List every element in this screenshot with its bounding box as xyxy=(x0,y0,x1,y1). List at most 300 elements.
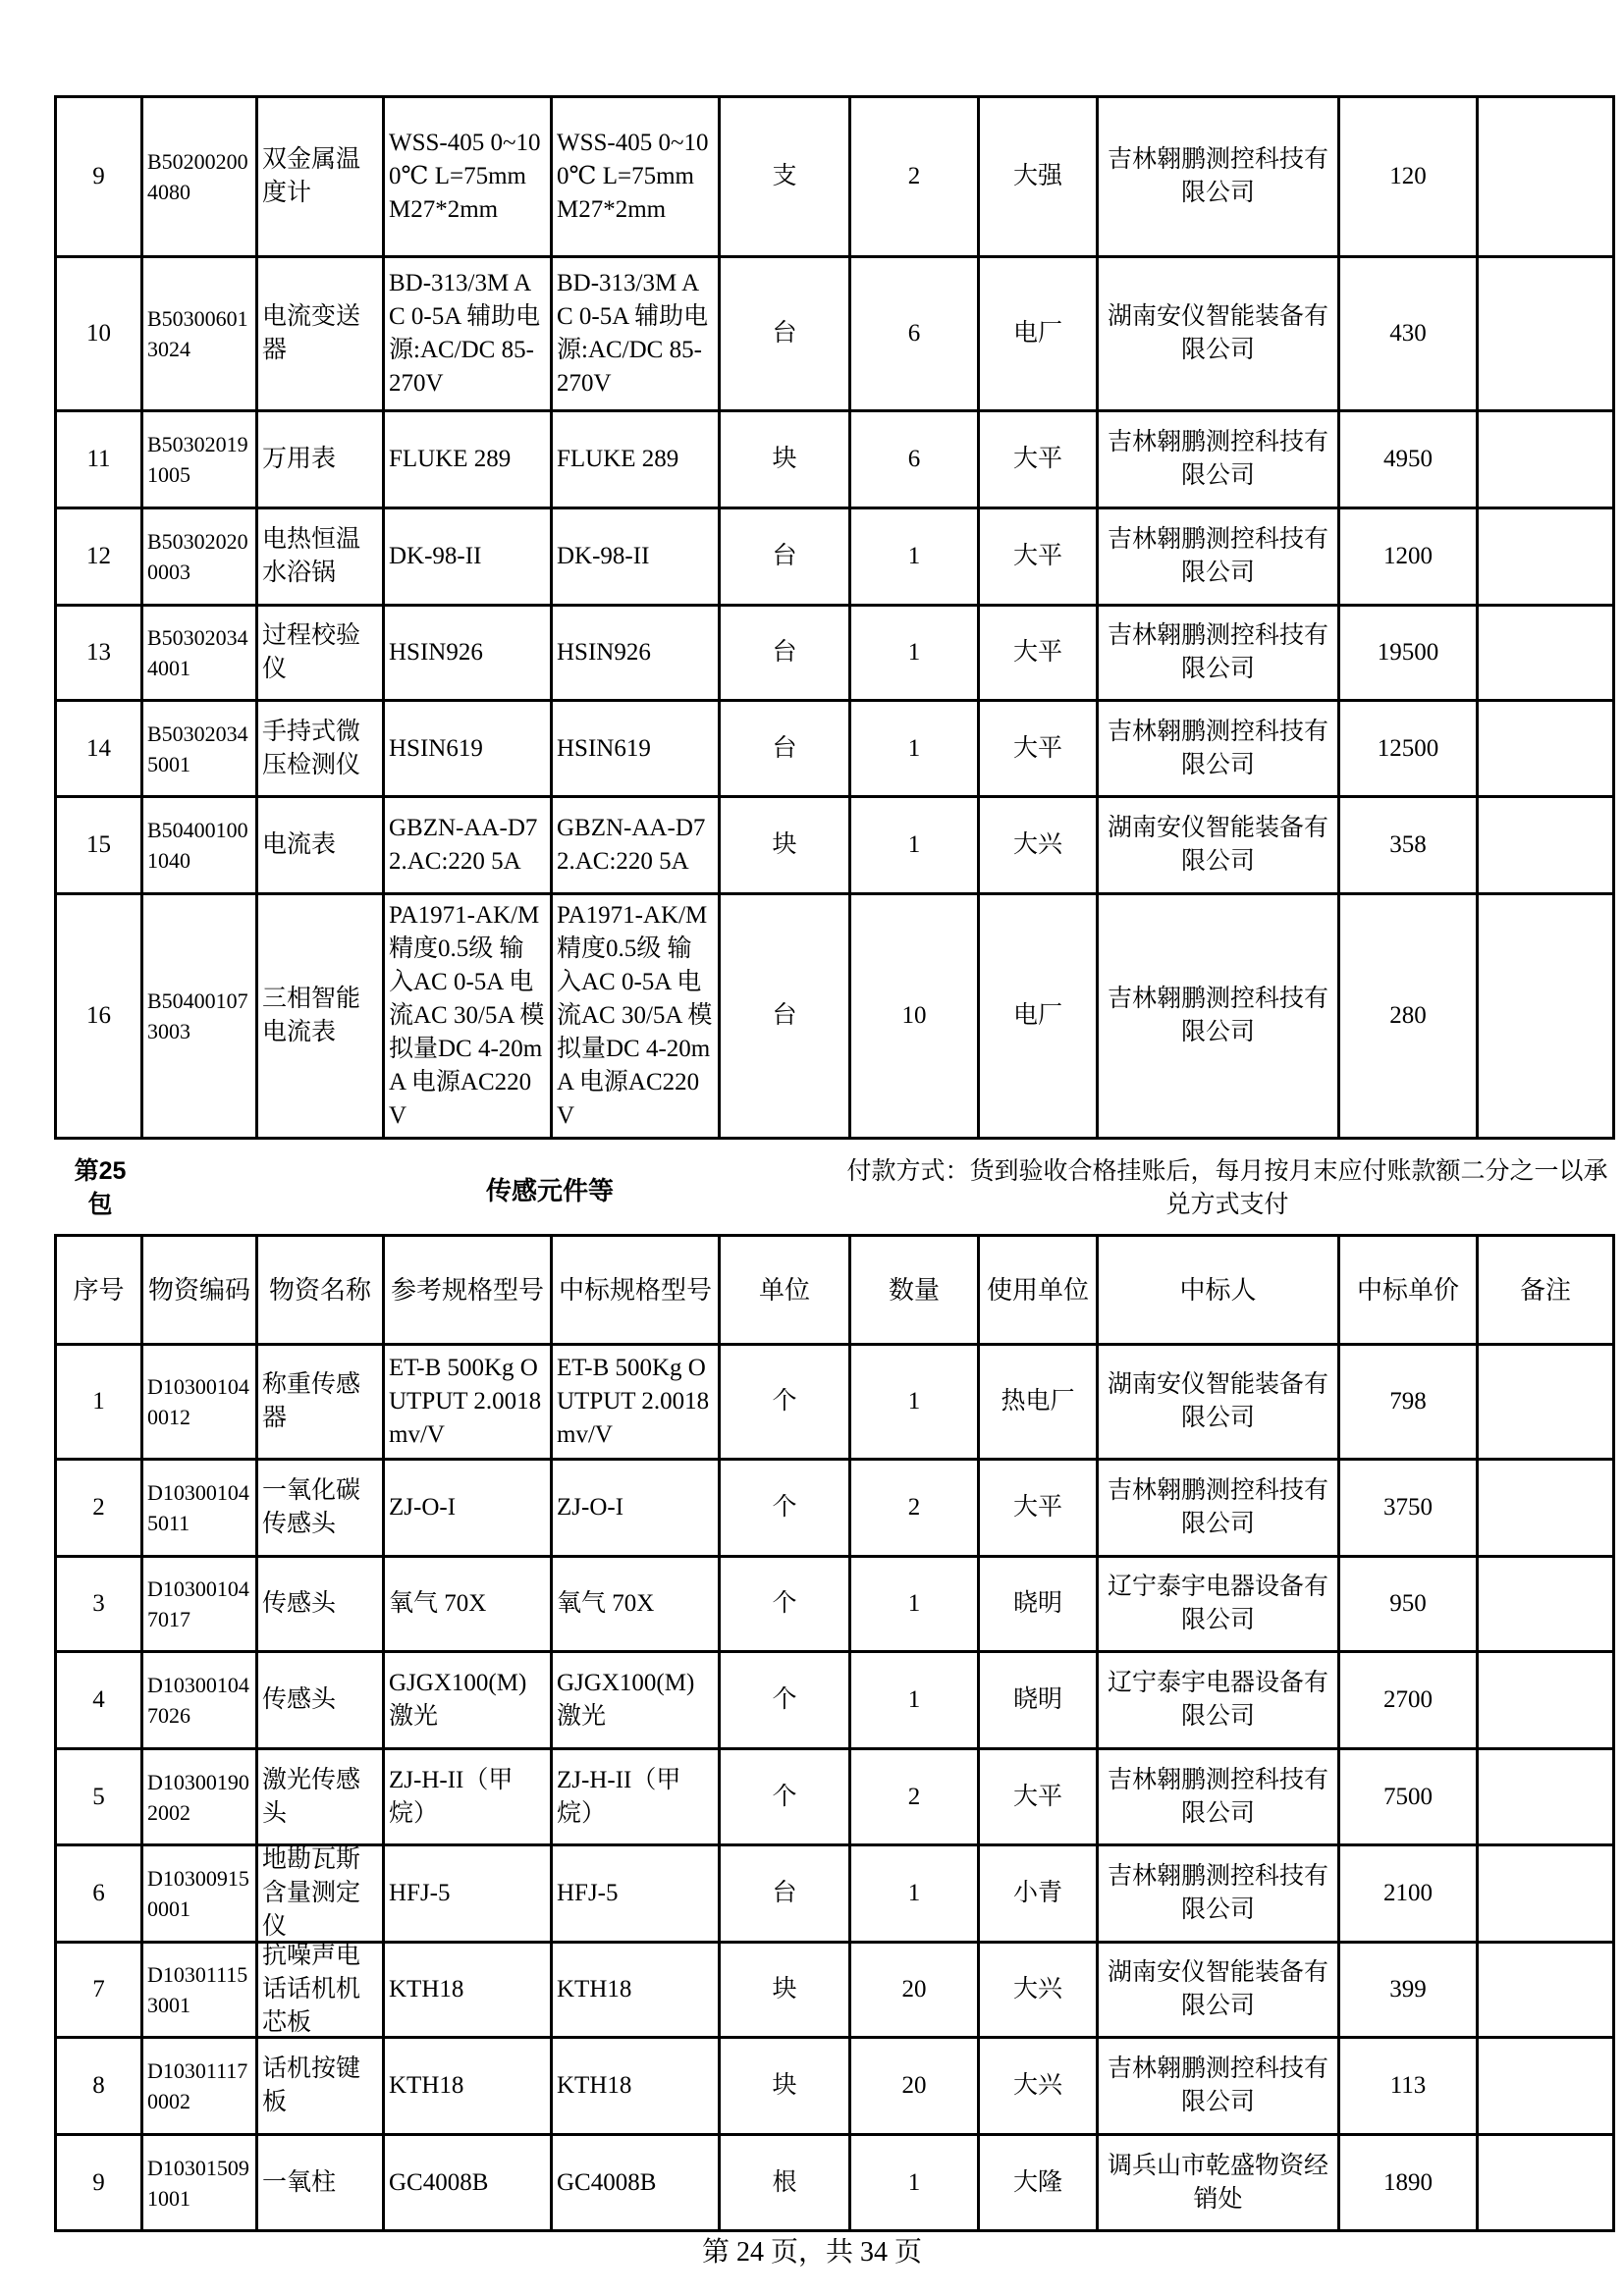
seq-text: 13 xyxy=(86,639,111,666)
qty-text: 1 xyxy=(907,734,921,762)
qty-text: 1 xyxy=(907,1388,921,1415)
cell-unit xyxy=(720,1460,850,1557)
ref-spec-text: 氧气 70X xyxy=(389,1590,487,1617)
cell-user xyxy=(979,797,1098,894)
cell-price xyxy=(1339,257,1478,411)
cell-code xyxy=(142,1460,257,1557)
qty-text: 2 xyxy=(907,1494,921,1521)
cell-unit xyxy=(720,2038,850,2135)
seq-text: 序号 xyxy=(73,1275,125,1305)
ref-spec-text: GBZN-AA-D72.AC:220 5A xyxy=(389,815,538,875)
qty-text: 6 xyxy=(907,446,921,472)
cell-ref-spec xyxy=(384,1749,552,1845)
name-text: 抗噪声电话话机机芯板 xyxy=(262,1944,361,2036)
price-text: 4950 xyxy=(1383,446,1433,472)
cell-note xyxy=(1478,257,1614,411)
winner-text: 调兵山市乾盛物资经销处 xyxy=(1107,2152,1328,2213)
cell-seq xyxy=(56,1845,142,1943)
cell-seq xyxy=(56,508,142,606)
note-text xyxy=(1479,258,1612,409)
name-text: 一氧化碳传感头 xyxy=(262,1477,361,1537)
cell-note xyxy=(1478,1557,1614,1652)
seq-text: 1 xyxy=(92,1388,105,1415)
price-text: 2700 xyxy=(1383,1686,1433,1713)
code-text: B504001001040 xyxy=(147,818,248,873)
cell-user xyxy=(979,894,1098,1139)
note-text xyxy=(1479,98,1612,255)
winner-text: 吉林翱鹏测控科技有限公司 xyxy=(1107,1863,1328,1923)
cell-winner xyxy=(1098,1845,1339,1943)
unit-text: 块 xyxy=(772,446,797,472)
name-text: 话机按键板 xyxy=(262,2056,361,2115)
table-row xyxy=(56,1943,1614,2038)
cell-name xyxy=(257,1652,384,1749)
cell-user xyxy=(979,1845,1098,1943)
user-text: 电厂 xyxy=(1012,1002,1062,1029)
ref-spec-text: ET-B 500Kg OUTPUT 2.0018mv/V xyxy=(389,1355,542,1448)
cell-user xyxy=(979,2135,1098,2231)
table-row xyxy=(56,1652,1614,1749)
cell-ref-spec xyxy=(384,2038,552,2135)
name-text: 物资名称 xyxy=(268,1275,371,1305)
cell-price xyxy=(1339,1345,1478,1460)
user-text: 晓明 xyxy=(1012,1590,1062,1617)
table-row xyxy=(56,1557,1614,1652)
code-text: B502002004080 xyxy=(147,149,248,204)
bid-spec-text: KTH18 xyxy=(557,2072,632,2099)
ref-spec-text: BD-313/3M AC 0-5A 辅助电源:AC/DC 85-270V xyxy=(389,270,541,397)
unit-text: 单位 xyxy=(758,1275,810,1305)
note-text xyxy=(1479,798,1612,892)
winner-text: 湖南安仪智能装备有限公司 xyxy=(1107,1371,1328,1431)
page-footer: 第 24 页，共 34 页 xyxy=(701,2237,922,2268)
name-text: 万用表 xyxy=(262,446,337,472)
cell-note xyxy=(1478,508,1614,606)
price-text: 120 xyxy=(1389,163,1427,189)
cell-qty xyxy=(850,1652,979,1749)
cell-bid-spec xyxy=(552,701,720,797)
cell-name xyxy=(257,1345,384,1460)
seq-text: 16 xyxy=(86,1002,111,1029)
price-text: 113 xyxy=(1389,2072,1427,2099)
cell-bid-spec xyxy=(552,1943,720,2038)
code-text: B503020345001 xyxy=(147,721,248,776)
bid-spec-text: KTH18 xyxy=(557,1976,632,2002)
unit-text: 台 xyxy=(772,639,797,666)
seq-text: 10 xyxy=(86,320,111,347)
seq-text: 7 xyxy=(92,1976,105,2002)
cell-code xyxy=(142,2135,257,2231)
ref-spec-text: HSIN926 xyxy=(389,639,483,666)
code-text: B504001073003 xyxy=(147,988,248,1043)
note-text xyxy=(1479,1653,1612,1747)
seq-text: 14 xyxy=(86,734,111,762)
table-row xyxy=(56,1749,1614,1845)
cell-ref-spec xyxy=(384,894,552,1139)
user-text: 使用单位 xyxy=(986,1275,1089,1305)
ref-spec-text: GC4008B xyxy=(389,2168,489,2196)
cell-ref-spec xyxy=(384,606,552,701)
unit-text: 台 xyxy=(772,1002,797,1029)
cell-name xyxy=(257,1943,384,2038)
cell-winner xyxy=(1098,1557,1339,1652)
unit-text: 台 xyxy=(772,543,797,569)
table-row xyxy=(56,411,1614,508)
cell-note xyxy=(1478,1943,1614,2038)
items-table-package-25 xyxy=(54,1234,1615,2232)
cell-name xyxy=(257,1749,384,1845)
seq-text: 9 xyxy=(92,2168,105,2196)
cell-qty xyxy=(850,1557,979,1652)
winner-text: 吉林翱鹏测控科技有限公司 xyxy=(1107,526,1328,586)
cell-unit xyxy=(720,606,850,701)
cell-name xyxy=(257,257,384,411)
bid-spec-text: HSIN926 xyxy=(557,639,651,666)
ref-spec-text: PA1971-AK/M 精度0.5级 输入AC 0-5A 电流AC 30/5A 模拟量DC 4-20mA 电源AC220V xyxy=(389,902,545,1129)
note-text xyxy=(1479,1846,1612,1941)
table-row xyxy=(56,894,1614,1139)
note-text: 备注 xyxy=(1519,1275,1571,1305)
header-code xyxy=(142,1236,257,1345)
name-text: 三相智能电流表 xyxy=(262,986,361,1045)
cell-name xyxy=(257,797,384,894)
cell-name xyxy=(257,606,384,701)
qty-text: 数量 xyxy=(888,1275,940,1305)
note-text xyxy=(1479,1346,1612,1458)
cell-name xyxy=(257,701,384,797)
cell-qty xyxy=(850,797,979,894)
cell-price xyxy=(1339,1845,1478,1943)
cell-seq xyxy=(56,97,142,257)
note-text xyxy=(1479,2136,1612,2229)
cell-code xyxy=(142,97,257,257)
note-text xyxy=(1479,509,1612,604)
user-text: 晓明 xyxy=(1012,1686,1062,1713)
qty-text: 1 xyxy=(907,543,921,569)
winner-text: 吉林翱鹏测控科技有限公司 xyxy=(1107,429,1328,489)
user-text: 大兴 xyxy=(1012,2072,1062,2099)
bid-spec-text: ZJ-O-I xyxy=(557,1494,624,1521)
cell-bid-spec xyxy=(552,1749,720,1845)
name-text: 双金属温度计 xyxy=(262,146,361,206)
header-winner xyxy=(1098,1236,1339,1345)
cell-winner xyxy=(1098,97,1339,257)
seq-text: 11 xyxy=(86,446,111,472)
header-qty xyxy=(850,1236,979,1345)
cell-name xyxy=(257,894,384,1139)
price-text: 3750 xyxy=(1383,1494,1433,1521)
bid-spec-text: GC4008B xyxy=(557,2168,657,2196)
package-name: 传感元件等 xyxy=(485,1176,614,1205)
cell-code xyxy=(142,1345,257,1460)
cell-unit xyxy=(720,1845,850,1943)
cell-ref-spec xyxy=(384,508,552,606)
cell-user xyxy=(979,1460,1098,1557)
name-text: 传感头 xyxy=(262,1686,337,1713)
unit-text: 个 xyxy=(772,1590,797,1617)
cell-note xyxy=(1478,411,1614,508)
ref-spec-text: DK-98-II xyxy=(389,543,482,569)
price-text: 399 xyxy=(1389,1976,1427,2002)
seq-text: 15 xyxy=(86,831,111,858)
bid-spec-text: FLUKE 289 xyxy=(557,446,679,472)
cell-note xyxy=(1478,894,1614,1139)
table-row xyxy=(56,1845,1614,1943)
price-text: 950 xyxy=(1389,1590,1427,1617)
code-text: D103011170002 xyxy=(147,2058,248,2113)
user-text: 大兴 xyxy=(1012,831,1062,858)
ref-spec-text: GJGX100(M)激光 xyxy=(389,1670,527,1730)
cell-code xyxy=(142,508,257,606)
cell-qty xyxy=(850,257,979,411)
qty-text: 10 xyxy=(901,1002,927,1029)
winner-text: 辽宁泰宇电器设备有限公司 xyxy=(1107,1574,1328,1633)
code-text: 物资编码 xyxy=(147,1275,250,1305)
seq-text: 6 xyxy=(92,1880,105,1906)
cell-qty xyxy=(850,2135,979,2231)
cell-code xyxy=(142,1943,257,2038)
cell-unit xyxy=(720,1557,850,1652)
winner-text: 吉林翱鹏测控科技有限公司 xyxy=(1107,622,1328,682)
ref-spec-text: KTH18 xyxy=(389,2072,464,2099)
price-text: 280 xyxy=(1389,1002,1427,1029)
code-text: B503020200003 xyxy=(147,529,248,584)
header-name xyxy=(257,1236,384,1345)
cell-qty xyxy=(850,1345,979,1460)
cell-bid-spec xyxy=(552,1652,720,1749)
code-text: D103001047026 xyxy=(147,1673,249,1728)
cell-bid-spec xyxy=(552,1845,720,1943)
unit-text: 块 xyxy=(772,831,797,858)
cell-qty xyxy=(850,508,979,606)
ref-spec-text: WSS-405 0~100℃ L=75mm M27*2mm xyxy=(389,130,541,223)
cell-bid-spec xyxy=(552,797,720,894)
cell-user xyxy=(979,97,1098,257)
cell-bid-spec xyxy=(552,606,720,701)
cell-price xyxy=(1339,894,1478,1139)
cell-note xyxy=(1478,701,1614,797)
note-text xyxy=(1479,607,1612,699)
cell-unit xyxy=(720,411,850,508)
table-row xyxy=(56,701,1614,797)
cell-seq xyxy=(56,1749,142,1845)
cell-price xyxy=(1339,2038,1478,2135)
bid-spec-text: 氧气 70X xyxy=(557,1590,655,1617)
ref-spec-text: FLUKE 289 xyxy=(389,446,512,472)
winner-text: 吉林翱鹏测控科技有限公司 xyxy=(1107,146,1328,206)
seq-text: 5 xyxy=(92,1783,105,1810)
cell-note xyxy=(1478,797,1614,894)
price-text: 430 xyxy=(1389,320,1427,347)
bid-spec-text: ZJ-H-II（甲烷） xyxy=(557,1766,681,1827)
winner-text: 吉林翱鹏测控科技有限公司 xyxy=(1107,718,1328,778)
cell-user xyxy=(979,1749,1098,1845)
cell-qty xyxy=(850,2038,979,2135)
cell-seq xyxy=(56,2038,142,2135)
user-text: 大平 xyxy=(1012,446,1062,472)
cell-winner xyxy=(1098,797,1339,894)
cell-note xyxy=(1478,1845,1614,1943)
cell-qty xyxy=(850,1845,979,1943)
unit-text: 个 xyxy=(772,1494,797,1521)
name-text: 过程校验仪 xyxy=(262,622,361,682)
header-unit xyxy=(720,1236,850,1345)
unit-text: 台 xyxy=(772,1880,797,1906)
cell-qty xyxy=(850,411,979,508)
note-text xyxy=(1479,1944,1612,2036)
cell-note xyxy=(1478,1460,1614,1557)
table-header-row xyxy=(56,1236,1614,1345)
cell-note xyxy=(1478,606,1614,701)
table-row xyxy=(56,606,1614,701)
code-text: B503006013024 xyxy=(147,306,248,361)
cell-qty xyxy=(850,1749,979,1845)
cell-bid-spec xyxy=(552,2135,720,2231)
cell-price xyxy=(1339,2135,1478,2231)
cell-note xyxy=(1478,2038,1614,2135)
bid-spec-text: HFJ-5 xyxy=(557,1880,619,1906)
cell-name xyxy=(257,508,384,606)
name-text: 传感头 xyxy=(262,1590,337,1617)
qty-text: 20 xyxy=(901,2072,927,2099)
cell-seq xyxy=(56,1943,142,2038)
qty-text: 2 xyxy=(907,1783,921,1810)
qty-text: 1 xyxy=(907,1686,921,1713)
cell-note xyxy=(1478,97,1614,257)
bid-spec-text: PA1971-AK/M 精度0.5级 输入AC 0-5A 电流AC 30/5A 模拟量DC 4-20mA 电源AC220V xyxy=(557,902,713,1129)
header-user xyxy=(979,1236,1098,1345)
cell-user xyxy=(979,411,1098,508)
winner-text: 吉林翱鹏测控科技有限公司 xyxy=(1107,2056,1328,2115)
cell-ref-spec xyxy=(384,1845,552,1943)
payment-terms: 付款方式：货到验收合格挂账后，每月按月末应付账款额二分之一以承兑方式支付 xyxy=(846,1157,1608,1218)
unit-text: 块 xyxy=(772,2072,797,2099)
cell-name xyxy=(257,1460,384,1557)
cell-price xyxy=(1339,606,1478,701)
cell-winner xyxy=(1098,894,1339,1139)
user-text: 大兴 xyxy=(1012,1976,1062,2002)
winner-text: 湖南安仪智能装备有限公司 xyxy=(1107,303,1328,363)
cell-price xyxy=(1339,797,1478,894)
cell-code xyxy=(142,1557,257,1652)
cell-bid-spec xyxy=(552,2038,720,2135)
name-text: 地勘瓦斯含量测定仪 xyxy=(262,1846,361,1940)
name-text: 电流表 xyxy=(262,831,337,858)
name-text: 电流变送器 xyxy=(262,303,361,363)
cell-note xyxy=(1478,2135,1614,2231)
cell-price xyxy=(1339,1749,1478,1845)
cell-user xyxy=(979,1943,1098,2038)
code-text: B503020344001 xyxy=(147,625,248,680)
cell-unit xyxy=(720,257,850,411)
cell-seq xyxy=(56,257,142,411)
cell-unit xyxy=(720,97,850,257)
bid-spec-text: WSS-405 0~100℃ L=75mm M27*2mm xyxy=(557,130,709,223)
note-text xyxy=(1479,895,1612,1137)
unit-text: 支 xyxy=(772,163,797,189)
cell-code xyxy=(142,1652,257,1749)
winner-text: 湖南安仪智能装备有限公司 xyxy=(1107,1959,1328,2019)
bid-spec-text: HSIN619 xyxy=(557,734,651,762)
bid-spec-text: 中标规格型号 xyxy=(558,1275,712,1305)
code-text: D103001040012 xyxy=(147,1374,249,1429)
qty-text: 2 xyxy=(907,163,921,189)
unit-text: 个 xyxy=(772,1388,797,1415)
user-text: 大平 xyxy=(1012,1783,1062,1810)
items-table-package-24 xyxy=(54,95,1615,1140)
cell-price xyxy=(1339,1460,1478,1557)
code-text: D103015091001 xyxy=(147,2155,249,2211)
cell-bid-spec xyxy=(552,894,720,1139)
unit-text: 个 xyxy=(772,1686,797,1713)
price-text: 19500 xyxy=(1377,639,1439,666)
code-text: D103001047017 xyxy=(147,1576,249,1631)
name-text: 一氧柱 xyxy=(262,2168,337,2196)
bid-spec-text: GBZN-AA-D72.AC:220 5A xyxy=(557,815,706,875)
header-ref-spec xyxy=(384,1236,552,1345)
cell-seq xyxy=(56,894,142,1139)
code-text: D103009150001 xyxy=(147,1866,249,1921)
cell-unit xyxy=(720,797,850,894)
user-text: 大平 xyxy=(1012,734,1062,762)
name-text: 激光传感头 xyxy=(262,1766,361,1827)
cell-code xyxy=(142,411,257,508)
user-text: 小青 xyxy=(1012,1880,1062,1906)
cell-seq xyxy=(56,1652,142,1749)
note-text xyxy=(1479,1558,1612,1650)
code-text: B503020191005 xyxy=(147,432,248,487)
name-text: 手持式微压检测仪 xyxy=(262,718,361,778)
cell-price xyxy=(1339,1943,1478,2038)
cell-code xyxy=(142,257,257,411)
cell-unit xyxy=(720,1345,850,1460)
cell-note xyxy=(1478,1345,1614,1460)
cell-code xyxy=(142,894,257,1139)
seq-text: 9 xyxy=(92,163,105,189)
note-text xyxy=(1479,1750,1612,1843)
seq-text: 2 xyxy=(92,1494,105,1521)
cell-winner xyxy=(1098,2038,1339,2135)
cell-seq xyxy=(56,606,142,701)
price-text: 1200 xyxy=(1383,543,1433,569)
cell-user xyxy=(979,701,1098,797)
cell-seq xyxy=(56,2135,142,2231)
cell-name xyxy=(257,97,384,257)
package-number: 第25包 xyxy=(74,1157,127,1218)
ref-spec-text: KTH18 xyxy=(389,1976,464,2002)
qty-text: 1 xyxy=(907,2168,921,2196)
price-text: 7500 xyxy=(1383,1783,1433,1810)
name-text: 称重传感器 xyxy=(262,1371,361,1431)
code-text: D103001045011 xyxy=(147,1480,249,1535)
cell-user xyxy=(979,1652,1098,1749)
cell-ref-spec xyxy=(384,797,552,894)
unit-text: 根 xyxy=(772,2168,797,2196)
user-text: 大强 xyxy=(1012,163,1062,189)
bid-spec-text: DK-98-II xyxy=(557,543,650,569)
cell-code xyxy=(142,1845,257,1943)
note-text xyxy=(1479,1461,1612,1555)
cell-winner xyxy=(1098,1943,1339,2038)
price-text: 1890 xyxy=(1383,2168,1433,2196)
cell-winner xyxy=(1098,606,1339,701)
price-text: 358 xyxy=(1389,831,1427,858)
cell-user xyxy=(979,2038,1098,2135)
user-text: 大平 xyxy=(1012,543,1062,569)
cell-name xyxy=(257,2038,384,2135)
cell-qty xyxy=(850,701,979,797)
cell-note xyxy=(1478,1652,1614,1749)
